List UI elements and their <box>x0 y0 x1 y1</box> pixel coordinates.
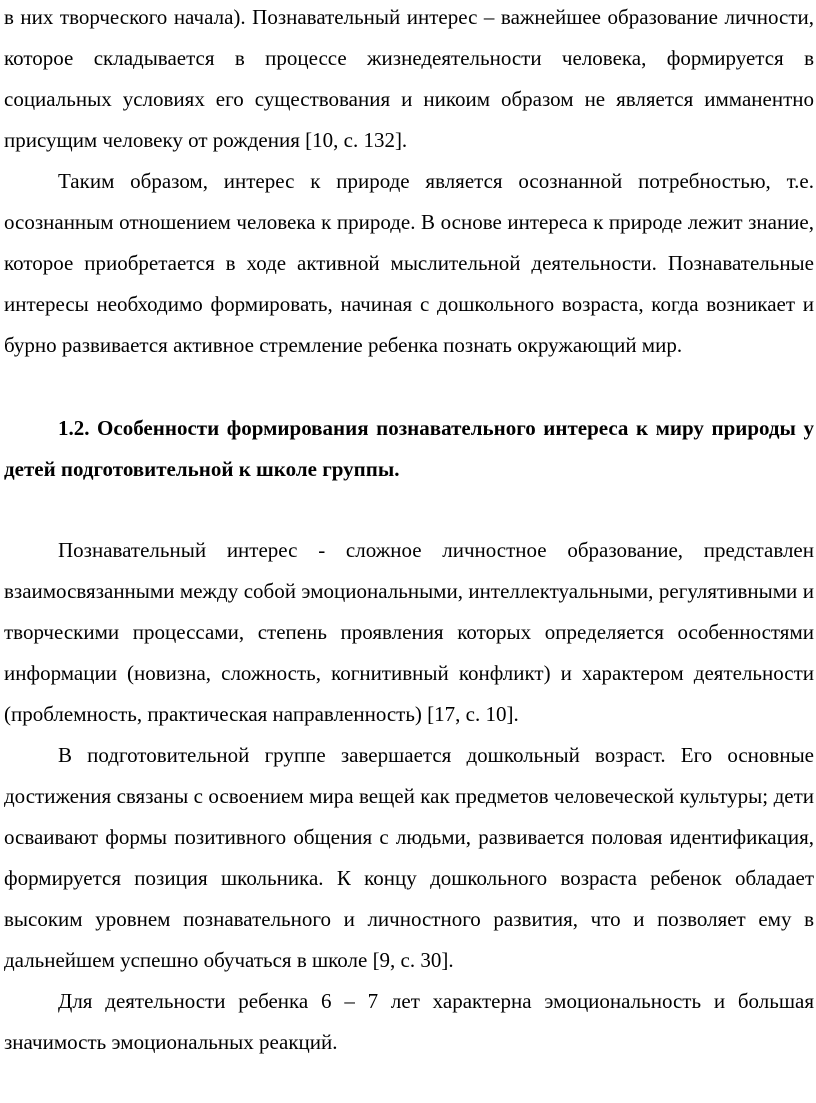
document-page <box>4 0 814 1063</box>
paragraph-cognitive-interest: Познавательный интерес - сложное личностное образование, представлен взаимосвязанными между собой эмоциональными, интеллектуальными, регулятивными и творческими процессами, степень проявления которых определяется особенностями информации (новизна, сложность, когнитивный конфликт) и характером деятельности (проблемность, практическая направленность) [17, с. 10]. <box>4 538 814 726</box>
paragraph-child-activity: Для деятельности ребенка 6 – 7 лет характерна эмоциональность и большая значимость эмоциональных реакций. <box>4 989 814 1054</box>
paragraph-continuation: в них творческого начала). Познавательный интерес – важнейшее образование личности, которое складывается в процессе жизнедеятельности человека, формируется в социальных условиях его существования и никоим образом не является имманентно присущим человеку от рождения [10, с. 132]. <box>4 5 814 152</box>
paragraph-preparatory-group: В подготовительной группе завершается дошкольный возраст. Его основные достижения связаны с освоением мира вещей как предметов человеческой культуры; дети осваивают формы позитивного общения с людьми, развивается половая идентификация, формируется позиция школьника. К концу дошкольного возраста ребенок обладает высоким уровнем познавательного и личностного развития, что и позволяет ему в дальнейшем успешно обучаться в школе [9, с. 30]. <box>4 743 814 972</box>
paragraph-interest-nature: Таким образом, интерес к природе является осознанной потребностью, т.е. осознанным отношением человека к природе. В основе интереса к природе лежит знание, которое приобретается в ходе активной мыслительной деятельности. Познавательные интересы необходимо формировать, начиная с дошкольного возраста, когда возникает и бурно развивается активное стремление ребенка познать окружающий мир. <box>4 169 814 357</box>
spacer <box>4 366 814 408</box>
section-heading: 1.2. Особенности формирования познавательного интереса к миру природы у детей подготовительной к школе группы. <box>4 416 814 481</box>
spacer <box>4 490 814 530</box>
